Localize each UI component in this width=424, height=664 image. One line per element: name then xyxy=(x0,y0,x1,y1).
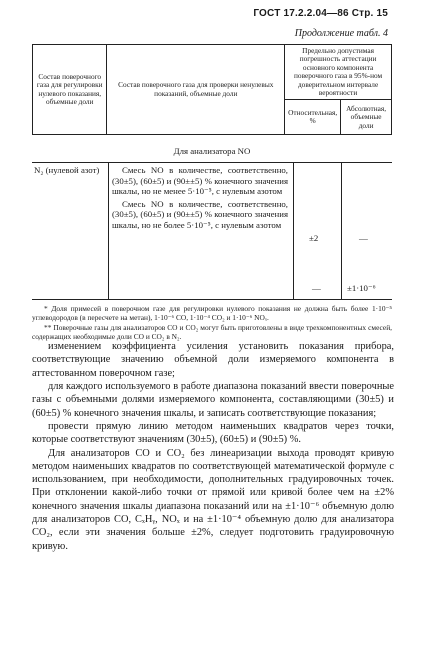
col3a-header: Относительная, % xyxy=(285,100,341,135)
section-title: Для анализатора NO xyxy=(173,146,251,156)
page-header: ГОСТ 17.2.2.04—86 Стр. 15 xyxy=(253,8,388,19)
col3b-header: Абсолютная, объемные доли xyxy=(341,100,392,135)
gas-table-header xyxy=(32,44,392,135)
col1-header: Состав поверочного газа для регулировки нулевого показания, объемные доли xyxy=(33,45,107,135)
footnote-2: ** Поверочные газы для анализаторов CO и CO₂ могут быть приготовлены в виде трехкомпонентных смесей, содержащих необходимые доли CO и CO₂ в N₂. xyxy=(32,322,392,341)
paragraph-4: Для анализаторов CO и CO₂ без линеаризации выхода проводят кривую методом наименьших квадратов по соответствующей математической формуле с использованием, при необходимости, дополнительных градуировочных точек. При отклонении какой-либо точки от прямой или кривой более чем на ±2% конечного значения шкалы диапазона показаний или на ±1·10⁻⁶ объемную долю для анализаторов CO, CₓHᵧ, NOₓ и на ±1·10⁻⁴ объемную долю для анализатора CO₂, если эти значения больше ±2%, следует подготовить градуировочную кривую. xyxy=(32,447,394,552)
paragraph-2: для каждого используемого в работе диапазона показаний ввести поверочные газы с объемными долями измеряемого компонента, составляющими (30±5) и (60±5) % конечного значения шкалы, и записать соответствующие показания; xyxy=(32,380,394,419)
footnote-1: * Доля примесей в поверочном газе для регулировки нулевого показания не должна быть более 1·10⁻⁵ углеводородов (в пересчете на метан), 1·10⁻⁶ CO, 1·10⁻⁴ CO₂ и 1·10⁻⁶ NOₓ. xyxy=(32,304,392,323)
mix1-relative: ±2 xyxy=(309,233,319,243)
mixture-1: Смесь NO в количестве, соответственно, (30±5), (60±5) и (90±±5) % конечного значения шкалы, но не менее 5·10⁻⁵, с нулевым азотом xyxy=(112,165,288,197)
footnotes xyxy=(32,304,392,341)
col2-header: Состав поверочного газа для проверки ненулевых показаний, объемные доли xyxy=(107,45,285,135)
mix2-absolute: ±1·10⁻⁶ xyxy=(347,283,376,293)
table-body-row xyxy=(32,162,392,300)
paragraph-3: провести прямую линию методом наименьших квадратов через точки, которые соответствуют значениям (30±5), (60±5) и (90±5) %. xyxy=(32,420,394,446)
zero-gas-cell: N₂ (нулевой азот) xyxy=(34,165,100,175)
mix2-relative: — xyxy=(312,283,321,293)
col3-header: Предельно допустимая погрешность аттестации основного компонента поверочного газа в 95%-ном доверительном интервале вероятности xyxy=(285,45,392,100)
mix1-absolute: — xyxy=(359,233,368,243)
body-text xyxy=(32,340,394,553)
mixture-cell xyxy=(112,165,288,232)
paragraph-1: изменением коэффициента усиления установить показания прибора, соответствующие значению объемной доли измеряемого компонента в аттестованном поверочном газе; xyxy=(32,341,394,379)
mixture-2: Смесь NO в количестве, соответственно, (30±5), (60±5) и (90±±5) % конечного значения шкалы, но не более 5·10⁻⁵, с нулевым азотом xyxy=(112,198,288,230)
table-continuation-label: Продолжение табл. 4 xyxy=(294,28,388,39)
